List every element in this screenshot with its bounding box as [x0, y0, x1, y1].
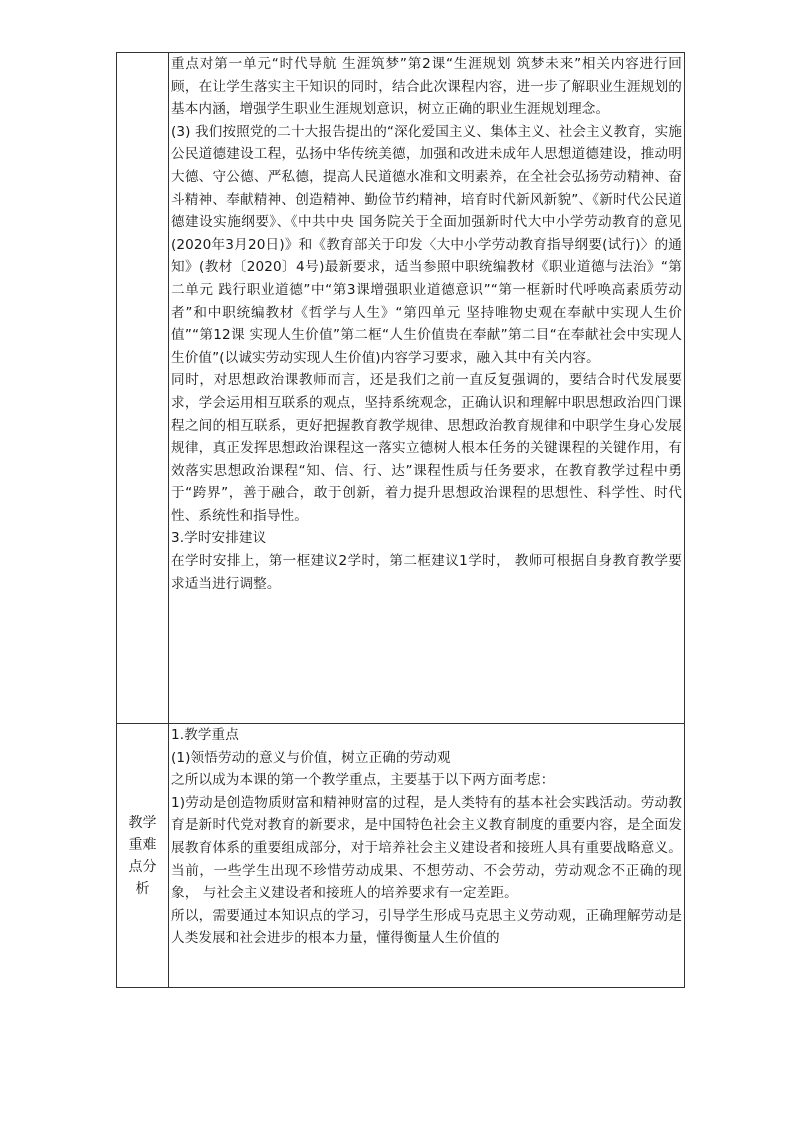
lesson-plan-table	[116, 52, 685, 988]
row-label-cell	[117, 53, 169, 724]
section-heading: 1.教学重点	[171, 727, 239, 743]
row-label-cell	[117, 724, 169, 988]
section-heading: 3.学时安排建议	[171, 530, 267, 547]
paragraph: (3) 我们按照党的二十大报告提出的“深化爱国主义、集体主义、社会主义教育，实施公民道德建设工程，弘扬中华传统美德，加强和改进未成年人思想道德建设，推动明大德、守公德、严私德，提高人民道德水准和文明素养，在全社会弘扬劳动精神、奋斗精神、奉献精神、创造精神、勤俭节约精神，培育时代新风新貌”、《新时代公民道德建设实施纲要》、《中共中央 国务院关于全面加强新时代大中小学劳动教育的意见(2020年3月20日)》和《教育部关于印发〈大中小学劳动教育指导纲要(试行)〉的通知》(教材〔2020〕4号)最新要求，适当参照中职统编教材《职业道德与法治》“第二单元 践行职业道德”中“第3课增强职业道德意识”“第一框新时代呼唤高素质劳动者”和中职统编教材《哲学与人生》“第四单元 坚持唯物史观在奉献中实现人生价值”“第12课 实现人生价值”第二框“人生价值贵在奉献”第二目“在奉献社会中实现人生价值”(以诚实劳动实现人生价值)内容学习要求，融入其中有关内容。	[171, 123, 682, 366]
row-label: 教学重难点分析	[128, 814, 157, 897]
row-content-cell	[169, 53, 685, 724]
paragraph: 重点对第一单元“时代导航 生涯筑梦”第2课“生涯规划 筑梦未来”相关内容进行回顾，在让学生落实主干知识的同时，结合此次课程内容，进一步了解职业生涯规划的基本内涵，增强学生职业生涯规划意识，树立正确的职业生涯规划理念。	[171, 56, 682, 118]
paragraph: 1)劳动是创造物质财富和精神财富的过程，是人类特有的基本社会实践活动。劳动教育是新时代党对教育的新要求，是中国特色社会主义教育制度的重要内容，是全面发展教育体系的重要组成部分，对于培养社会主义建设者和接班人具有重要战略意义。当前，一些学生出现不珍惜劳动成果、不想劳动、不会劳动，劳动观念不正确的现象， 与社会主义建设者和接班人的培养要求有一定差距。	[171, 794, 682, 902]
row-content-cell	[169, 724, 685, 988]
paragraph: 在学时安排上，第一框建议2学时，第二框建议1学时， 教师可根据自身教育教学要求适当进行调整。	[171, 553, 682, 592]
paragraph: 之所以成为本课的第一个教学重点，主要基于以下两方面考虑：	[171, 772, 555, 789]
paragraph: 同时，对思想政治课教师而言，还是我们之前一直反复强调的，要结合时代发展要求，学会运用相互联系的观点，坚持系统观念，正确认识和理解中职思想政治四门课程之间的相互联系，更好把握教育教学规律、思想政治教育规律和中职学生身心发展规律，真正发挥思想政治课程这一落实立德树人根本任务的关键课程的关键作用，有效落实思想政治课程“知、信、行、达”课程性质与任务要求，在教育教学过程中勇于“跨界”，善于融合，敢于创新，着力提升思想政治课程的思想性、科学性、时代性、系统性和指导性。	[171, 372, 682, 524]
paragraph: 所以，需要通过本知识点的学习，引导学生形成马克思主义劳动观，正确理解劳动是人类发展和社会进步的根本力量，懂得衡量人生价值的	[171, 907, 682, 947]
subsection-heading: (1)领悟劳动的意义与价值，树立正确的劳动观	[171, 749, 451, 766]
table-row	[117, 724, 685, 988]
table-row	[117, 53, 685, 724]
